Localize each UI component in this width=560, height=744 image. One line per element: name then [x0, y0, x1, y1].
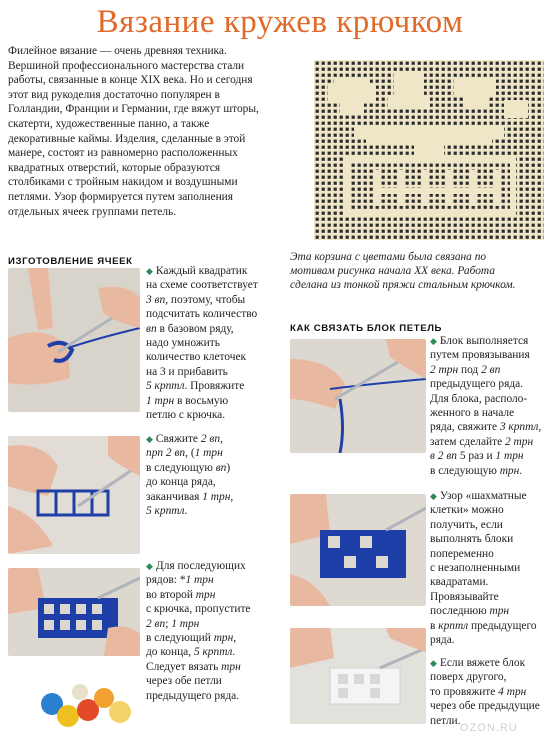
step-text-segment: то провяжите	[430, 685, 499, 698]
step-line	[430, 392, 556, 406]
bullet-diamond-icon: ◆	[146, 266, 153, 276]
step-line	[430, 348, 556, 362]
step-text-segment: .	[232, 646, 236, 659]
step-line	[146, 432, 278, 446]
step-text-segment: Каждый квадратик	[155, 265, 248, 277]
step-text-segment: трн	[499, 464, 520, 477]
step-text-segment: до конца ряда,	[146, 476, 216, 489]
step-text-segment: ,	[230, 490, 234, 503]
step-text-segment: в следующий	[146, 632, 214, 645]
step-photo-2	[8, 436, 140, 554]
step-text-segment: 5 крптл	[193, 646, 233, 659]
step-text-segment: 1 трн	[202, 490, 231, 503]
step-text-segment: количество клеточек	[146, 351, 247, 364]
step-text-segment: Для блока, располо-	[430, 392, 528, 405]
filet-lace-photo	[314, 60, 544, 240]
step-line	[430, 363, 556, 377]
step-line	[146, 660, 278, 674]
step-text-segment: предыдущего	[468, 619, 537, 632]
step-text-segment: до конца,	[146, 646, 194, 659]
step-text-segment: поверх другого,	[430, 671, 507, 684]
step-text-segment: прп 2 вп	[146, 447, 186, 460]
step-text-segment: в базовом ряду,	[156, 322, 234, 335]
step-line	[430, 518, 556, 532]
step-text-segment: , поэтому, чтобы	[165, 293, 246, 306]
step-text-segment: ;	[165, 617, 172, 630]
step-text-segment: 5 крптл	[146, 505, 185, 518]
step-text-segment: 2 вп	[146, 617, 166, 630]
step-text-segment: 2 вп	[481, 363, 501, 376]
step-line	[430, 699, 556, 713]
step-text-segment: ,	[220, 433, 223, 445]
step-text-segment: 2 вп	[200, 433, 221, 445]
step-line	[430, 561, 556, 575]
step-line	[146, 689, 278, 703]
step-line	[430, 435, 556, 449]
step-text-segment: женного в начале	[430, 407, 515, 420]
step-text-segment: .	[184, 505, 188, 518]
step-line	[430, 590, 556, 604]
step-text-segment: на 3 и прибавить	[146, 365, 228, 378]
step-text-segment: рядов: *	[146, 574, 186, 587]
step-text-6	[430, 656, 556, 728]
step-line	[146, 322, 278, 336]
step-text-segment: трн	[489, 605, 510, 618]
step-text-4	[430, 334, 556, 478]
step-text-segment: с крючка, пропустите	[146, 603, 251, 616]
step-text-5	[430, 489, 556, 647]
step-text-segment: вп	[215, 461, 227, 474]
photo-caption: Эта корзина с цветами была связана по мотивам рисунка начала XX века. Работа сделана из тонкой пряжи стальным крючком.	[290, 251, 516, 292]
step-text-segment: 1 трн	[194, 447, 223, 460]
step-text-segment: с незаполненными	[430, 562, 521, 575]
step-text-2	[146, 432, 278, 518]
step-line	[146, 278, 278, 292]
step-line	[430, 406, 556, 420]
step-line	[146, 350, 278, 364]
step-text-segment: подсчитать количество	[146, 308, 258, 321]
step-text-segment: 1 трн	[171, 617, 200, 630]
step-text-segment: петлю с крючка.	[146, 409, 226, 422]
yarn-balls-image	[38, 682, 138, 730]
step-text-segment: трн	[221, 660, 241, 673]
step-text-segment: путем провязывания	[430, 349, 530, 362]
step-text-segment: под	[458, 363, 482, 376]
step-text-segment: Следует вязать	[146, 660, 222, 673]
step-text-segment: надо умножить	[146, 337, 220, 350]
step-text-segment: ,	[233, 632, 237, 645]
step-photo-6	[290, 628, 426, 724]
intro-paragraph: Филейное вязание — очень древняя техника. Вершиной профессионального мастерства стали работы, связанные в конце XIX века. Но и сегодня этот вид рукоделия достаточно популярен в Голландии, Франции и Германии, где вяжут шторы, скатерти, художественные панно, а также декоративные каймы. Изделия, сделанные в этой манере, состоят из равномерно расположенных квадратных отверстий, которые образуются столбиками с тройным накидом и воздушными петлями. Узор формируется путем заполнения отдельных ячеек группами петель.	[8, 45, 259, 218]
step-line	[430, 633, 556, 647]
step-text-segment: .	[519, 464, 523, 477]
step-photo-3	[8, 568, 140, 656]
step-text-segment: ,	[538, 421, 542, 434]
step-text-segment: Свяжите	[155, 433, 201, 445]
step-line	[430, 532, 556, 546]
step-line	[430, 685, 556, 699]
step-text-segment: предыдущего ряда.	[146, 689, 240, 702]
step-text-segment: клетки» можно	[430, 504, 504, 517]
bullet-diamond-icon: ◆	[430, 491, 437, 501]
step-line	[146, 461, 278, 475]
step-text-segment: трн	[213, 632, 234, 645]
step-text-segment: выполнять блоки	[430, 533, 514, 546]
section-heading-cells: ИЗГОТОВЛЕНИЕ ЯЧЕЕК	[8, 256, 133, 267]
step-text-segment: получить, если	[430, 518, 503, 531]
step-line	[430, 334, 556, 348]
step-text-segment: попеременно	[430, 547, 494, 560]
step-line	[430, 464, 556, 478]
step-text-segment: на схеме соответствует	[146, 279, 258, 292]
step-photo-1	[8, 268, 140, 412]
step-text-segment: 3 крптл	[499, 421, 539, 434]
step-line	[146, 674, 278, 688]
step-text-segment: в	[430, 619, 439, 632]
step-line	[430, 547, 556, 561]
step-text-segment: Если вяжете блок	[439, 657, 526, 669]
step-line	[430, 489, 556, 503]
step-photo-4	[290, 339, 426, 453]
step-text-segment: в следующую	[146, 461, 216, 474]
step-line	[146, 446, 278, 460]
step-line	[430, 420, 556, 434]
step-text-segment: предыдущего ряда.	[430, 378, 524, 391]
step-text-segment: 1 трн	[185, 574, 214, 587]
section-heading-block: КАК СВЯЗАТЬ БЛОК ПЕТЕЛЬ	[290, 323, 443, 334]
step-text-segment: Узор «шахматные	[439, 490, 527, 502]
step-line	[146, 264, 278, 278]
step-line	[146, 617, 278, 631]
step-text-3	[146, 559, 278, 703]
step-line	[146, 475, 278, 489]
step-text-segment: )	[226, 461, 231, 474]
step-line	[146, 408, 278, 422]
step-text-segment: 2 трн	[430, 363, 459, 376]
step-text-segment: последнюю	[430, 605, 490, 618]
step-text-segment: во второй	[146, 588, 196, 601]
step-line	[146, 336, 278, 350]
step-line	[146, 631, 278, 645]
step-text-segment: в восьмую	[174, 394, 229, 407]
step-text-segment: 3 вп	[146, 293, 166, 306]
step-text-segment: Блок выполняется	[439, 335, 529, 347]
step-line	[146, 307, 278, 321]
page-title: Вязание кружев крючком	[96, 4, 464, 40]
step-text-segment: через обе петли	[146, 675, 222, 688]
step-text-segment: 5 раз и	[456, 450, 496, 463]
step-text-segment: заканчивая	[146, 490, 203, 503]
watermark: OZON.RU	[460, 722, 518, 734]
step-text-segment: петли.	[430, 714, 461, 727]
step-text-segment: 4 трн	[498, 685, 527, 698]
step-line	[146, 394, 278, 408]
step-line	[430, 575, 556, 589]
step-line	[146, 559, 278, 573]
step-line	[146, 365, 278, 379]
step-line	[146, 293, 278, 307]
step-line	[146, 602, 278, 616]
bullet-diamond-icon: ◆	[146, 561, 153, 571]
step-text-segment: крптл	[438, 619, 469, 632]
step-text-segment: , (	[185, 447, 195, 460]
step-text-segment: 1 трн	[146, 394, 175, 407]
step-text-segment: затем сделайте	[430, 435, 505, 448]
step-line	[430, 377, 556, 391]
step-text-segment: через обе предыдущие	[430, 700, 540, 713]
step-text-segment: Для последующих	[155, 560, 246, 572]
step-photo-5	[290, 494, 426, 606]
step-line	[146, 490, 278, 504]
step-text-segment: вп	[146, 322, 157, 335]
bullet-diamond-icon: ◆	[146, 434, 153, 444]
step-text-segment: Провязывайте	[430, 590, 499, 603]
step-text-segment: 2 трн	[504, 435, 534, 448]
step-text-segment: 5 крптл	[146, 380, 185, 393]
step-line	[430, 619, 556, 633]
step-line	[146, 504, 278, 518]
step-line	[146, 645, 278, 659]
step-line	[146, 588, 278, 602]
step-line	[430, 670, 556, 684]
step-line	[430, 656, 556, 670]
step-text-segment: 1 трн	[495, 450, 524, 463]
bullet-diamond-icon: ◆	[430, 336, 437, 346]
step-line	[146, 573, 278, 587]
step-line	[430, 503, 556, 517]
step-text-segment: трн	[195, 588, 216, 601]
step-text-1	[146, 264, 278, 422]
step-text-segment: в следующую	[430, 464, 500, 477]
step-line	[146, 379, 278, 393]
step-text-segment: . Провяжите	[184, 380, 245, 393]
step-line	[430, 604, 556, 618]
step-text-segment: в 2 вп	[430, 450, 457, 463]
step-text-segment: ряда.	[430, 634, 455, 647]
step-text-segment: ряда, свяжите	[430, 421, 500, 434]
step-text-segment: квадратами.	[430, 576, 489, 589]
bullet-diamond-icon: ◆	[430, 658, 437, 668]
step-line	[430, 449, 556, 463]
